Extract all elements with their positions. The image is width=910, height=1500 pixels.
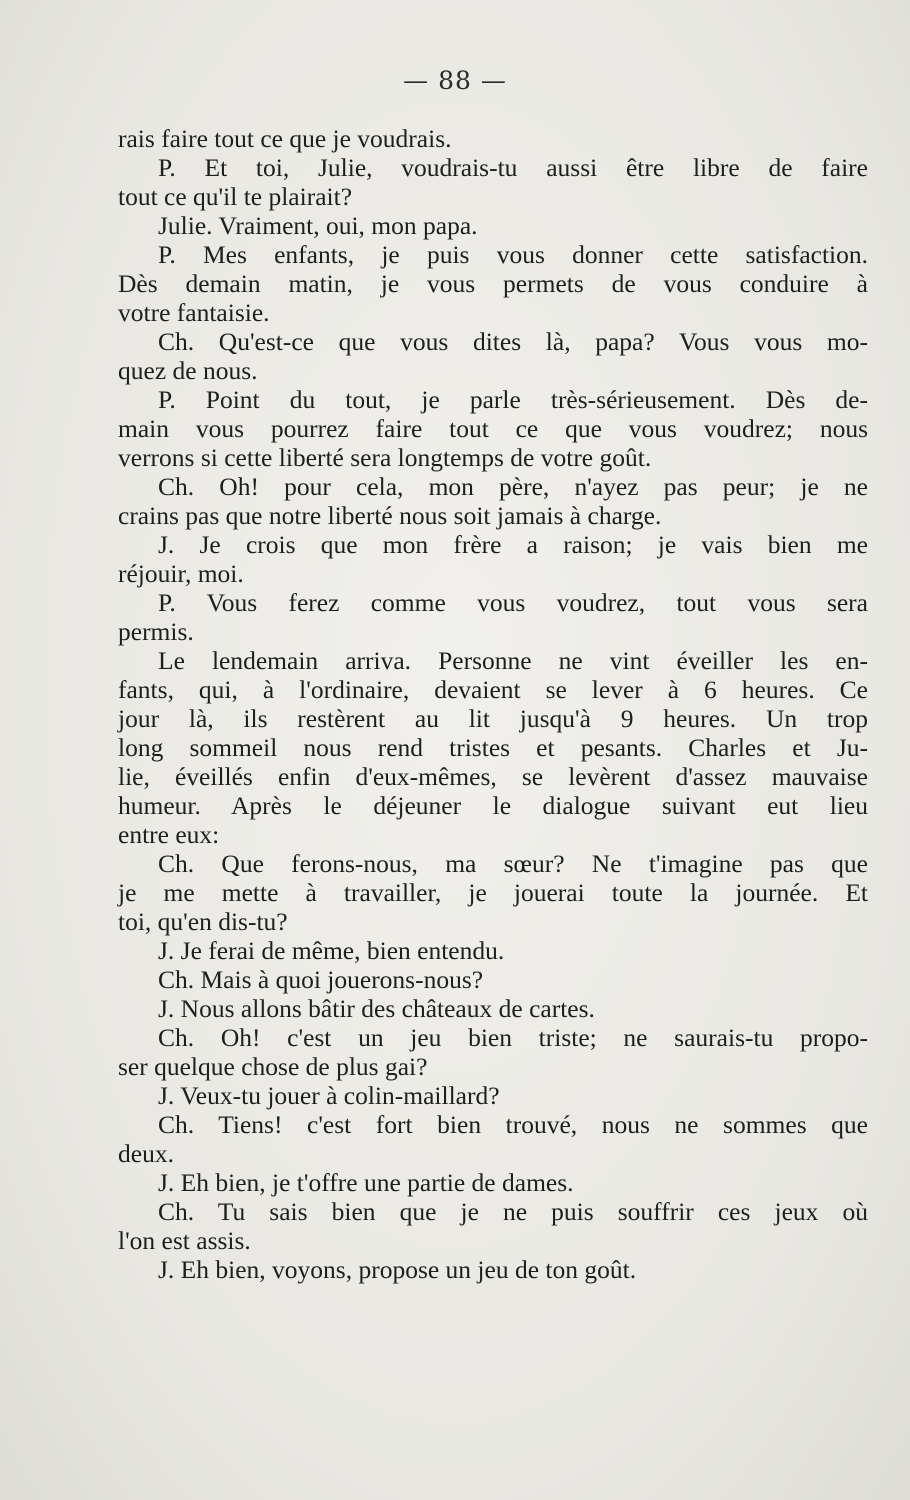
text-line: J. Eh bien, voyons, propose un jeu de ton goût. [158,1255,637,1284]
paragraph [118,530,868,588]
paragraph [118,211,868,240]
paragraph [118,153,868,211]
paragraph [118,1081,868,1110]
text-line: Ch. Mais à quoi jouerons-nous? [158,965,484,994]
paragraph [118,1023,868,1081]
text-line: rais faire tout ce que je voudrais. [118,124,452,153]
paragraph [118,385,868,472]
paragraph [118,327,868,385]
text-line: J. Je crois que mon frère a raison; je vais bien me [158,530,868,559]
text-line: l'on est assis. [118,1226,251,1255]
text-line: Le lendemain arriva. Personne ne vint éveiller les en- [158,646,868,675]
text-line: P. Mes enfants, je puis vous donner cette satisfaction. [158,240,868,269]
page-number: — 88 — [403,66,507,95]
text-line: votre fantaisie. [118,298,270,327]
text-line: Ch. Oh! c'est un jeu bien triste; ne saurais-tu propo- [158,1023,868,1052]
text-line: Julie. Vraiment, oui, mon papa. [158,211,478,240]
text-line: J. Nous allons bâtir des châteaux de cartes. [158,994,595,1023]
text-line: tout ce qu'il te plairait? [118,182,353,211]
paragraph [118,240,868,327]
text-line: main vous pourrez faire tout ce que vous voudrez; nous [118,414,868,443]
text-line: J. Eh bien, je t'offre une partie de dames. [158,1168,574,1197]
text-line: J. Je ferai de même, bien entendu. [158,936,505,965]
body-text [118,124,868,1284]
paragraph [118,588,868,646]
paragraph [118,1255,868,1284]
paragraph [118,849,868,936]
paragraph [118,1197,868,1255]
paragraph [118,1110,868,1168]
text-line: deux. [118,1139,174,1168]
text-line: humeur. Après le déjeuner le dialogue suivant eut lieu [118,791,868,820]
text-line: jour là, ils restèrent au lit jusqu'à 9 heures. Un trop [118,704,868,733]
text-line: Ch. Oh! pour cela, mon père, n'ayez pas peur; je ne [158,472,868,501]
paragraph [118,936,868,965]
paragraph [118,965,868,994]
paragraph [118,1168,868,1197]
text-line: fants, qui, à l'ordinaire, devaient se lever à 6 heures. Ce [118,675,868,704]
text-line: P. Point du tout, je parle très-sérieusement. Dès de- [158,385,868,414]
paragraph [118,124,868,153]
text-line: J. Veux-tu jouer à colin-maillard? [158,1081,500,1110]
text-line: P. Et toi, Julie, voudrais-tu aussi être libre de faire [158,153,868,182]
text-line: Ch. Tu sais bien que je ne puis souffrir ces jeux où [158,1197,868,1226]
text-line: crains pas que notre liberté nous soit jamais à charge. [118,501,662,530]
paragraph [118,994,868,1023]
text-line: Dès demain matin, je vous permets de vous conduire à [118,269,868,298]
text-line: long sommeil nous rend tristes et pesants. Charles et Ju- [118,733,868,762]
text-line: réjouir, moi. [118,559,244,588]
text-line: entre eux: [118,820,220,849]
text-line: quez de nous. [118,356,258,385]
text-line: Ch. Que ferons-nous, ma sœur? Ne t'imagine pas que [158,849,868,878]
text-line: Ch. Tiens! c'est fort bien trouvé, nous ne sommes que [158,1110,868,1139]
text-line: je me mette à travailler, je jouerai toute la journée. Et [118,878,868,907]
text-line: toi, qu'en dis-tu? [118,907,288,936]
text-line: Ch. Qu'est-ce que vous dites là, papa? Vous vous mo- [158,327,868,356]
text-line: ser quelque chose de plus gai? [118,1052,428,1081]
text-line: permis. [118,617,194,646]
text-line: verrons si cette liberté sera longtemps de votre goût. [118,443,652,472]
text-line: lie, éveillés enfin d'eux-mêmes, se levèrent d'assez mauvaise [118,762,868,791]
paragraph [118,472,868,530]
paragraph [118,646,868,849]
text-line: P. Vous ferez comme vous voudrez, tout vous sera [158,588,868,617]
